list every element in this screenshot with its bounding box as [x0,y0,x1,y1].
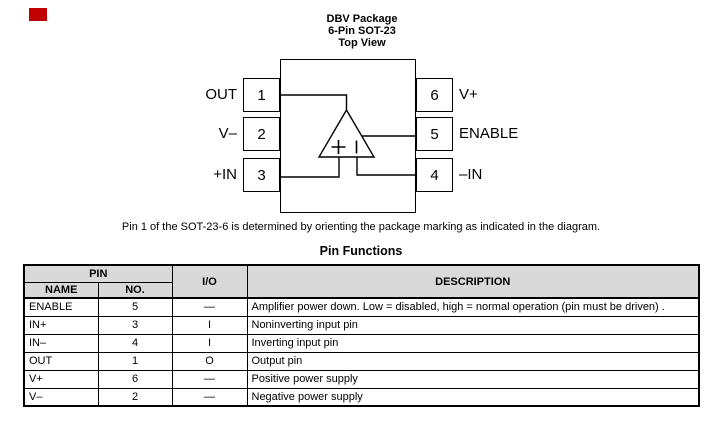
opamp-triangle [319,110,374,157]
pin-io-cell: — [172,298,247,316]
pin-functions-table [23,264,700,407]
table-row [24,298,699,316]
table-row [24,370,699,388]
diagram-caption: Pin 1 of the SOT-23-6 is determined by orienting the package marking as indicated in the diagram. [121,221,601,233]
package-title-line-1: DBV Package [326,13,398,25]
pin-name-cell: IN– [24,334,98,352]
pin-label-plusin: +IN [213,166,237,183]
table-header-row-1 [24,265,699,282]
pin-label-enable: ENABLE [459,125,519,142]
pin-desc-cell: Amplifier power down. Low = disabled, high = normal operation (pin must be driven) . [247,298,699,316]
pin-no-cell: 6 [98,370,172,388]
pin-io-cell: — [172,370,247,388]
pin-box-2: 2 [243,117,280,151]
pin-label-vminus: V– [218,125,237,142]
pin-desc-cell: Negative power supply [247,388,699,406]
header-io: I/O [172,265,247,298]
pin-label-out: OUT [205,86,237,103]
pin-io-cell: — [172,388,247,406]
pin-name-cell: OUT [24,352,98,370]
pin-no-cell: 5 [98,298,172,316]
pin-io-cell: O [172,352,247,370]
pin-name-cell: V+ [24,370,98,388]
pin-box-5: 5 [416,117,453,151]
pin-box-3: 3 [243,158,280,192]
wire-minus-input [357,156,416,175]
wire-plus-input [280,156,339,177]
pin-io-cell: I [172,334,247,352]
pin-label-minusin: –IN [459,166,483,183]
pin-name-cell: IN+ [24,316,98,334]
pin-io-cell: I [172,316,247,334]
pin-label-vplus: V+ [459,86,478,103]
pin-desc-cell: Noninverting input pin [247,316,699,334]
table-row [24,352,699,370]
pin-desc-cell: Positive power supply [247,370,699,388]
package-title [262,13,462,49]
table-row [24,334,699,352]
pin-functions-title: Pin Functions [319,244,403,258]
wire-out [280,95,347,110]
package-title-line-3: Top View [338,37,386,49]
pin-desc-cell: Output pin [247,352,699,370]
table-row [24,316,699,334]
pin-no-cell: 3 [98,316,172,334]
header-pin: PIN [24,265,172,282]
pin-box-1: 1 [243,78,280,112]
package-title-line-2: 6-Pin SOT-23 [328,25,396,37]
header-name: NAME [24,282,98,298]
pin-box-6: 6 [416,78,453,112]
pin-no-cell: 2 [98,388,172,406]
header-no: NO. [98,282,172,298]
pin-desc-cell: Inverting input pin [247,334,699,352]
pin-box-4: 4 [416,158,453,192]
table-row [24,388,699,406]
pin-no-cell: 4 [98,334,172,352]
pin-name-cell: V– [24,388,98,406]
pin-no-cell: 1 [98,352,172,370]
red-marker [29,8,47,21]
pin-name-cell: ENABLE [24,298,98,316]
header-description: DESCRIPTION [247,265,699,298]
